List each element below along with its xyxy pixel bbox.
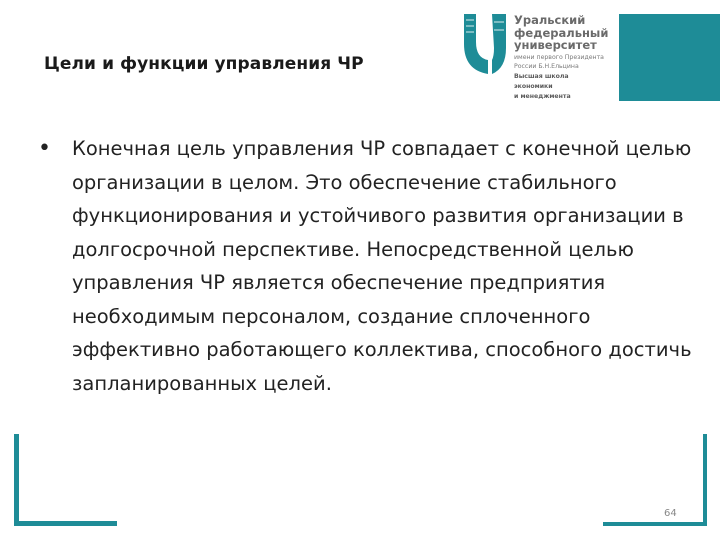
bullet-point-icon: • <box>38 136 51 161</box>
bullet-text: Конечная цель управления ЧР совпадает с конечной целью организации в целом. Это обеспечение стабильного функционирования и устойчивого развития организации в долгосрочной перспективе. Непосредственной целью управления ЧР является обеспечение предприятия необходимым персоналом, создание сплоченного эффективно работающего коллектива, способного достичь запланированных целей. <box>72 137 692 395</box>
logo-school-1: Высшая школа <box>514 72 569 80</box>
logo-sub-1: имени первого Президента <box>514 53 604 61</box>
logo-line-1: Уральский <box>514 13 586 27</box>
frame-corner-bottom-right <box>603 522 707 526</box>
logo-line-2: федеральный <box>514 25 609 40</box>
logo-text <box>514 14 614 100</box>
frame-corner-left <box>14 434 19 526</box>
logo-school-2: экономики <box>514 82 553 90</box>
urfu-logo-icon <box>462 12 508 76</box>
logo-sub-2: России Б.Н.Ельцина <box>514 62 579 70</box>
logo-line-3: университет <box>514 38 597 52</box>
slide-title: Цели и функции управления ЧР <box>44 54 364 74</box>
frame-corner-bottom-left <box>14 521 117 526</box>
header-accent-bar <box>619 14 720 101</box>
logo-school-3: и менеджмента <box>514 92 571 100</box>
frame-corner-right <box>703 434 707 526</box>
university-logo <box>462 12 612 102</box>
bullet-item <box>38 132 692 400</box>
page-number: 64 <box>664 508 677 519</box>
